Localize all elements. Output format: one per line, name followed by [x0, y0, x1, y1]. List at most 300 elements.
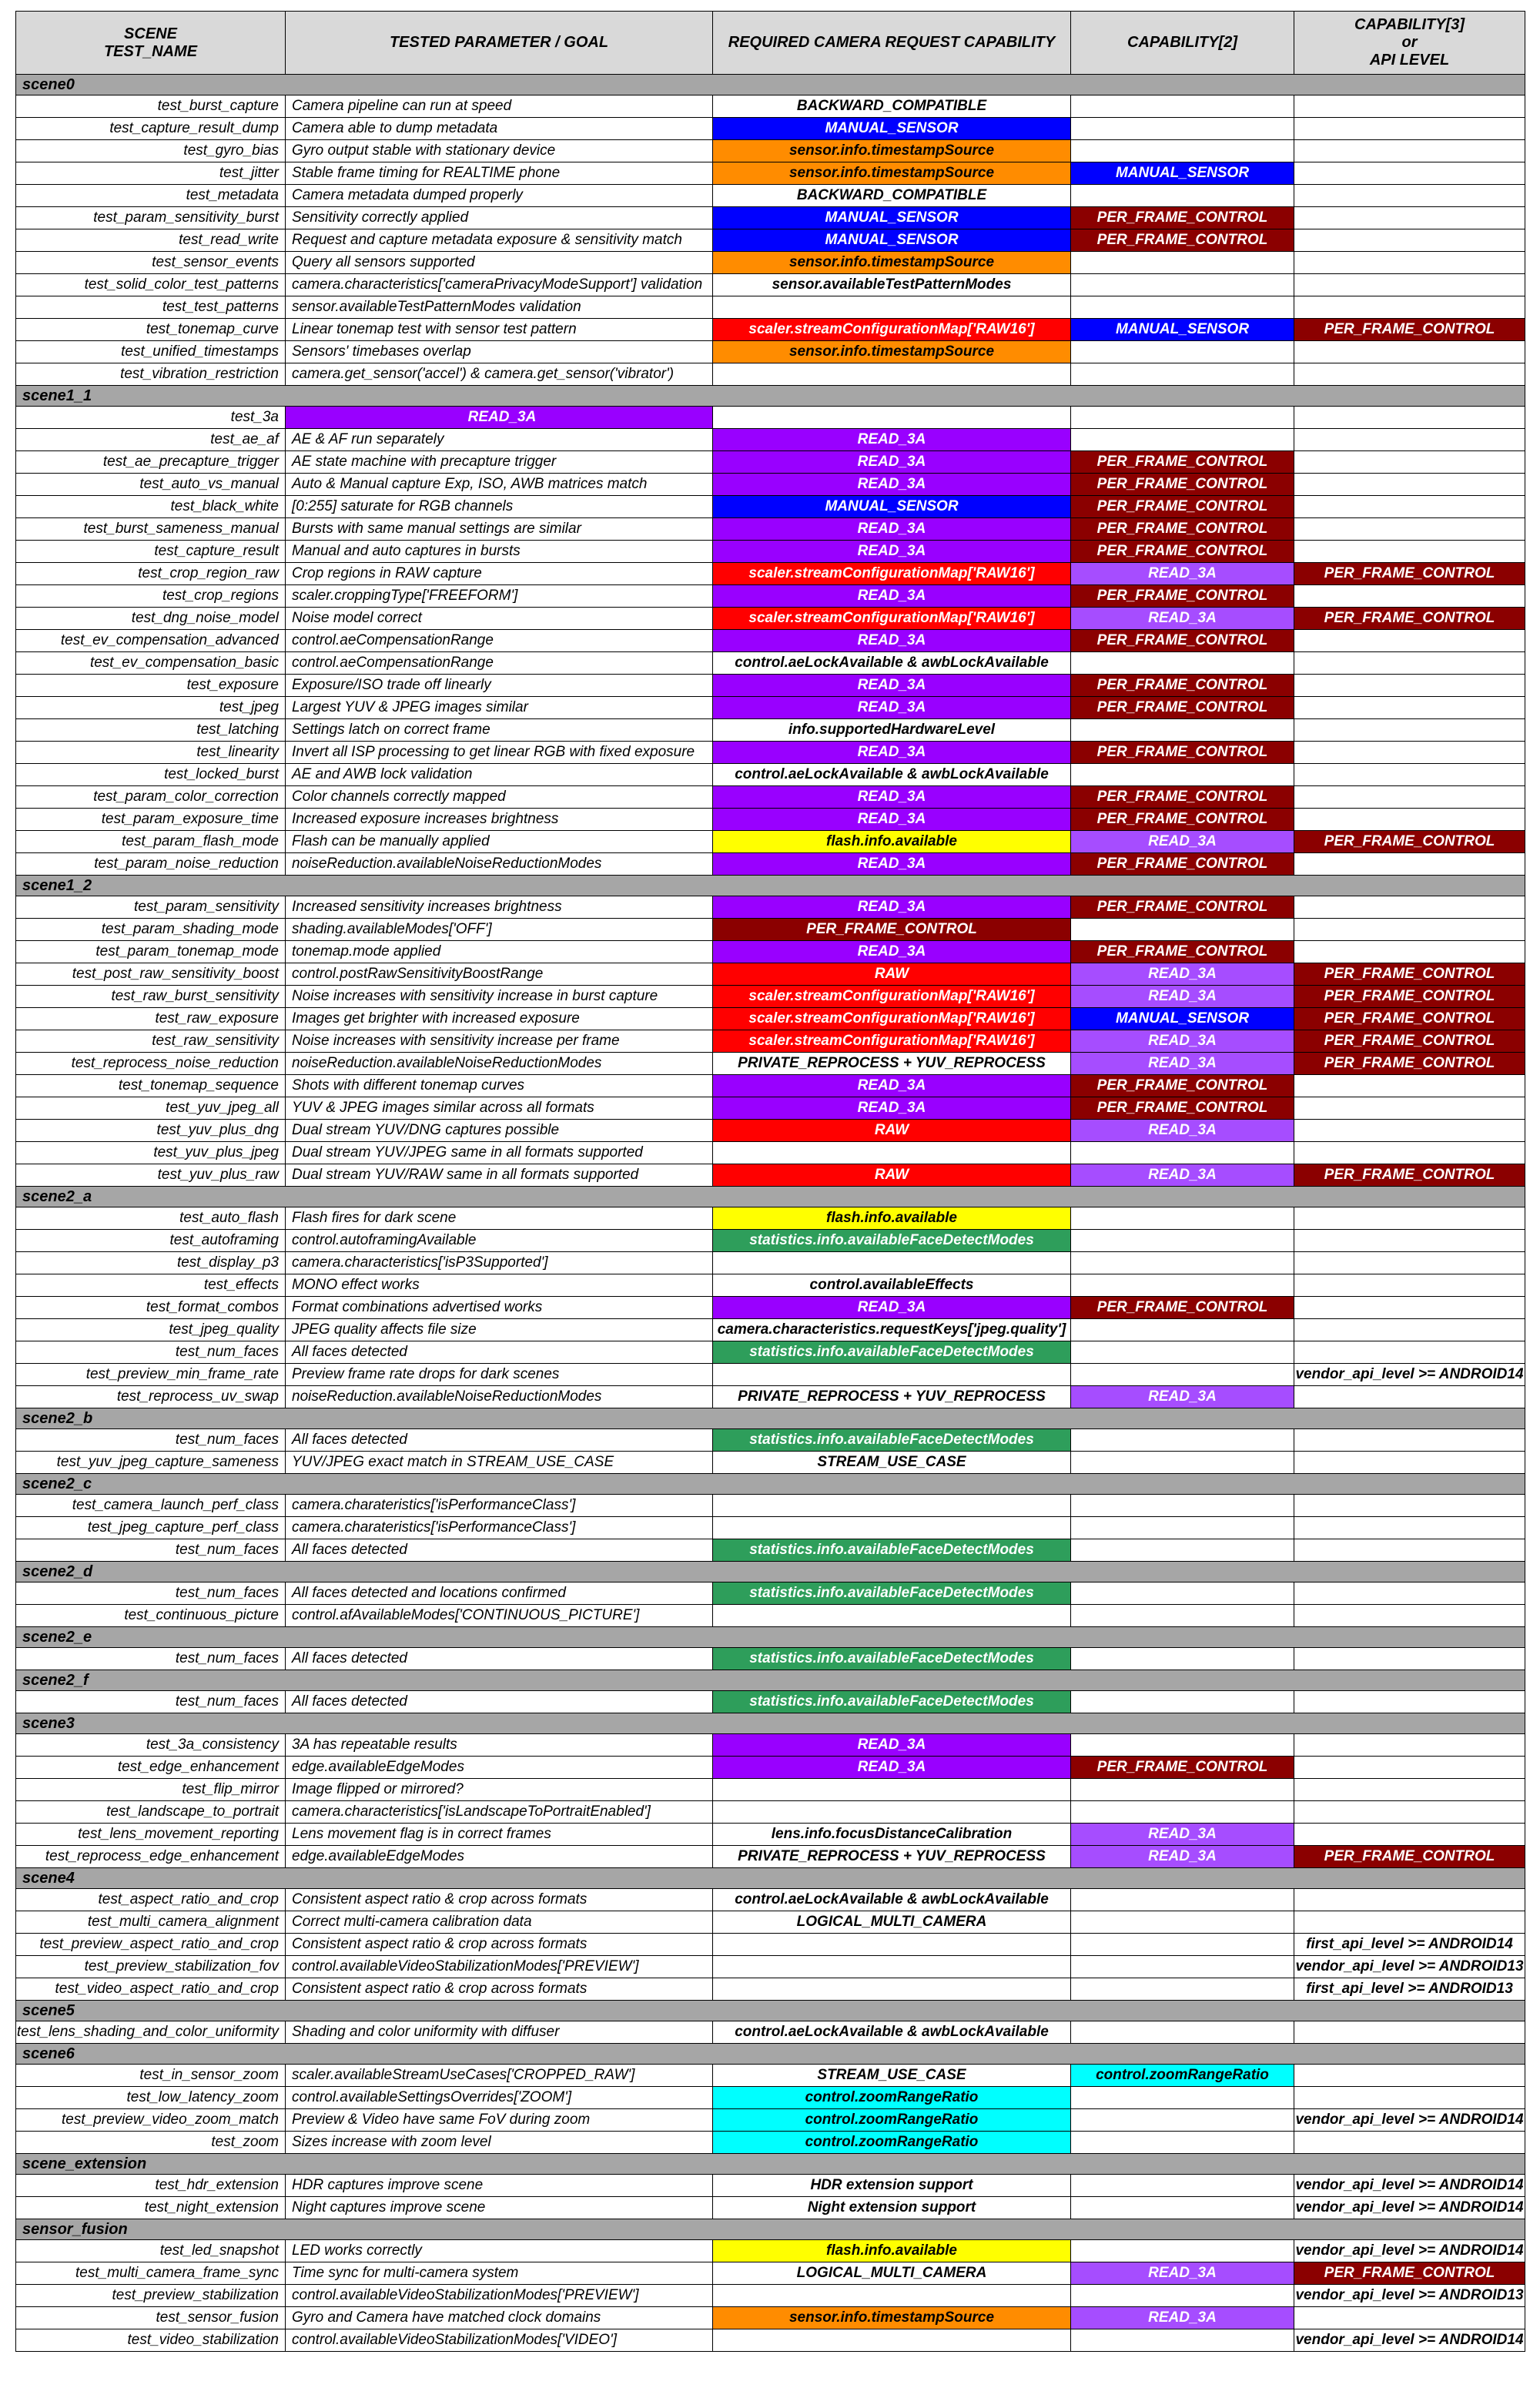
scene-group-label: scene5 [16, 2001, 1525, 2021]
required-capability-cell: scaler.streamConfigurationMap['RAW16'] [713, 1030, 1071, 1053]
capability2-cell [1071, 1142, 1294, 1164]
table-row [16, 2240, 1525, 2262]
table-row [16, 1517, 1525, 1539]
required-capability-cell: BACKWARD_COMPATIBLE [713, 185, 1071, 207]
capability3-cell [1294, 118, 1525, 140]
capability2-cell: READ_3A [1071, 1846, 1294, 1868]
required-capability-cell: scaler.streamConfigurationMap['RAW16'] [713, 608, 1071, 630]
test-name-cell: test_tonemap_sequence [16, 1075, 286, 1097]
tested-parameter-cell: All faces detected and locations confirmed [286, 1582, 713, 1605]
required-capability-cell: control.aeLockAvailable & awbLockAvailable [713, 652, 1071, 675]
test-name-cell: test_landscape_to_portrait [16, 1801, 286, 1824]
required-capability-cell [713, 1517, 1071, 1539]
required-capability-cell: READ_3A [713, 630, 1071, 652]
capability3-cell [1294, 1142, 1525, 1164]
capability3-cell [1294, 2065, 1525, 2087]
required-capability-cell: statistics.info.availableFaceDetectModes [713, 1230, 1071, 1252]
table-row [16, 319, 1525, 341]
tested-parameter-cell: Gyro output stable with stationary device [286, 140, 713, 162]
capability3-cell [1294, 252, 1525, 274]
table-row [16, 518, 1525, 541]
tested-parameter-cell: control.aeCompensationRange [286, 630, 713, 652]
tested-parameter-cell: Camera able to dump metadata [286, 118, 713, 140]
table-row [16, 919, 1525, 941]
capability2-cell [1071, 140, 1294, 162]
tested-parameter-cell: JPEG quality affects file size [286, 1319, 713, 1341]
test-name-cell: test_num_faces [16, 1648, 286, 1670]
tested-parameter-cell: Sizes increase with zoom level [286, 2132, 713, 2154]
tested-parameter-cell: Night captures improve scene [286, 2197, 713, 2219]
test-name-cell: test_autoframing [16, 1230, 286, 1252]
tested-parameter-cell: Color channels correctly mapped [286, 786, 713, 809]
tested-parameter-cell: YUV/JPEG exact match in STREAM_USE_CASE [286, 1452, 713, 1474]
scene-group-label: scene2_e [16, 1627, 1525, 1648]
scene-group-header-row [16, 1670, 1525, 1691]
required-capability-cell: STREAM_USE_CASE [713, 1452, 1071, 1474]
tested-parameter-cell: All faces detected [286, 1341, 713, 1364]
scene-group-label: scene2_f [16, 1670, 1525, 1691]
test-name-cell: test_reprocess_uv_swap [16, 1386, 286, 1408]
capability2-cell: PER_FRAME_CONTROL [1071, 786, 1294, 809]
table-row [16, 1582, 1525, 1605]
tested-parameter-cell: Largest YUV & JPEG images similar [286, 697, 713, 719]
test-name-cell: test_multi_camera_frame_sync [16, 2262, 286, 2285]
capability2-cell [1071, 274, 1294, 296]
capability2-cell [1071, 1319, 1294, 1341]
table-row [16, 630, 1525, 652]
required-capability-cell: scaler.streamConfigurationMap['RAW16'] [713, 319, 1071, 341]
required-capability-cell: flash.info.available [713, 831, 1071, 853]
required-capability-cell: RAW [713, 1164, 1071, 1187]
capability3-cell [1294, 2307, 1525, 2329]
test-name-cell: test_jpeg [16, 697, 286, 719]
tested-parameter-cell: Request and capture metadata exposure & sensitivity match [286, 229, 713, 252]
test-name-cell: test_raw_sensitivity [16, 1030, 286, 1053]
tested-parameter-cell: tonemap.mode applied [286, 941, 713, 963]
tested-parameter-cell: Noise increases with sensitivity increase in burst capture [286, 986, 713, 1008]
required-capability-cell: READ_3A [713, 451, 1071, 474]
capability2-cell [1071, 1207, 1294, 1230]
tested-parameter-cell: Sensors' timebases overlap [286, 341, 713, 363]
table-row [16, 1495, 1525, 1517]
tested-parameter-cell: edge.availableEdgeModes [286, 1846, 713, 1868]
column-header-capability-2: CAPABILITY[2] [1071, 12, 1294, 75]
table-row [16, 941, 1525, 963]
capability2-cell [1071, 1911, 1294, 1934]
required-capability-cell: MANUAL_SENSOR [713, 118, 1071, 140]
required-capability-cell: sensor.availableTestPatternModes [713, 274, 1071, 296]
table-row [16, 2262, 1525, 2285]
tested-parameter-cell: Dual stream YUV/JPEG same in all formats supported [286, 1142, 713, 1164]
table-row [16, 1207, 1525, 1230]
table-row [16, 1164, 1525, 1187]
capability3-cell: vendor_api_level >= ANDROID14 [1294, 1364, 1525, 1386]
required-capability-cell: statistics.info.availableFaceDetectModes [713, 1341, 1071, 1364]
capability3-cell [1294, 162, 1525, 185]
test-name-cell: test_num_faces [16, 1341, 286, 1364]
tested-parameter-cell: Image flipped or mirrored? [286, 1779, 713, 1801]
test-name-cell: test_in_sensor_zoom [16, 2065, 286, 2087]
scene-group-header-row [16, 1627, 1525, 1648]
required-capability-cell: control.aeLockAvailable & awbLockAvailable [713, 2021, 1071, 2044]
capability2-cell [1071, 1495, 1294, 1517]
test-name-cell: test_jpeg_capture_perf_class [16, 1517, 286, 1539]
capability3-cell [1294, 140, 1525, 162]
required-capability-cell: sensor.info.timestampSource [713, 140, 1071, 162]
capability3-cell: PER_FRAME_CONTROL [1294, 1053, 1525, 1075]
table-row [16, 2132, 1525, 2154]
scene-group-label: scene0 [16, 75, 1525, 95]
test-name-cell: test_capture_result [16, 541, 286, 563]
tested-parameter-cell: Sensitivity correctly applied [286, 207, 713, 229]
tested-parameter-cell: Lens movement flag is in correct frames [286, 1824, 713, 1846]
table-row [16, 675, 1525, 697]
capability3-cell [1294, 941, 1525, 963]
capability3-cell [1294, 429, 1525, 451]
required-capability-cell: READ_3A [713, 742, 1071, 764]
test-name-cell: test_unified_timestamps [16, 341, 286, 363]
capability3-cell [1294, 341, 1525, 363]
tested-parameter-cell: camera.characteristics['cameraPrivacyModeSupport'] validation [286, 274, 713, 296]
table-row [16, 207, 1525, 229]
capability2-cell: PER_FRAME_CONTROL [1071, 941, 1294, 963]
tested-parameter-cell: READ_3A [286, 407, 713, 429]
column-header-capability3-line3: API LEVEL [1369, 52, 1450, 69]
capability3-cell: PER_FRAME_CONTROL [1294, 563, 1525, 585]
test-name-cell: test_aspect_ratio_and_crop [16, 1889, 286, 1911]
table-row [16, 252, 1525, 274]
required-capability-cell: control.zoomRangeRatio [713, 2087, 1071, 2109]
required-capability-cell [713, 1801, 1071, 1824]
scene-group-label: scene2_a [16, 1187, 1525, 1207]
table-row [16, 1297, 1525, 1319]
required-capability-cell: statistics.info.availableFaceDetectModes [713, 1429, 1071, 1452]
table-row [16, 1030, 1525, 1053]
test-name-cell: test_auto_vs_manual [16, 474, 286, 496]
test-name-cell: test_param_noise_reduction [16, 853, 286, 876]
capability2-cell [1071, 341, 1294, 363]
tested-parameter-cell: LED works correctly [286, 2240, 713, 2262]
capability3-cell [1294, 896, 1525, 919]
capability2-cell: PER_FRAME_CONTROL [1071, 742, 1294, 764]
capability2-cell [1071, 1230, 1294, 1252]
tested-parameter-cell: Increased exposure increases brightness [286, 809, 713, 831]
test-name-cell: test_lens_shading_and_color_uniformity [16, 2021, 286, 2044]
scene-group-header-row [16, 1474, 1525, 1495]
required-capability-cell: MANUAL_SENSOR [713, 207, 1071, 229]
test-name-cell: test_burst_capture [16, 95, 286, 118]
table-header-row [16, 12, 1525, 75]
table-row [16, 1097, 1525, 1120]
capability3-cell [1294, 274, 1525, 296]
capability3-cell: first_api_level >= ANDROID13 [1294, 1978, 1525, 2001]
test-name-cell: test_low_latency_zoom [16, 2087, 286, 2109]
test-name-cell: test_night_extension [16, 2197, 286, 2219]
test-name-cell: test_yuv_plus_raw [16, 1164, 286, 1187]
test-name-cell: test_capture_result_dump [16, 118, 286, 140]
capability3-cell [1294, 1648, 1525, 1670]
test-name-cell: test_yuv_jpeg_all [16, 1097, 286, 1120]
test-name-cell: test_preview_aspect_ratio_and_crop [16, 1934, 286, 1956]
required-capability-cell [713, 1252, 1071, 1274]
capability2-cell: PER_FRAME_CONTROL [1071, 697, 1294, 719]
required-capability-cell: MANUAL_SENSOR [713, 496, 1071, 518]
required-capability-cell: statistics.info.availableFaceDetectModes [713, 1539, 1071, 1562]
tested-parameter-cell: scaler.croppingType['FREEFORM'] [286, 585, 713, 608]
table-row [16, 896, 1525, 919]
capability2-cell [1071, 2197, 1294, 2219]
table-row [16, 809, 1525, 831]
required-capability-cell [713, 2285, 1071, 2307]
tested-parameter-cell: camera.characteristics['isLandscapeToPortraitEnabled'] [286, 1801, 713, 1824]
capability2-cell: READ_3A [1071, 2307, 1294, 2329]
table-row [16, 429, 1525, 451]
table-row [16, 1691, 1525, 1713]
table-row [16, 831, 1525, 853]
table-row [16, 1452, 1525, 1474]
scene-group-header-row [16, 386, 1525, 407]
required-capability-cell: READ_3A [713, 474, 1071, 496]
test-name-cell: test_raw_burst_sensitivity [16, 986, 286, 1008]
capability3-cell [1294, 2087, 1525, 2109]
test-name-cell: test_lens_movement_reporting [16, 1824, 286, 1846]
table-row [16, 1142, 1525, 1164]
tested-parameter-cell: Stable frame timing for REALTIME phone [286, 162, 713, 185]
tested-parameter-cell: Linear tonemap test with sensor test pattern [286, 319, 713, 341]
required-capability-cell [713, 296, 1071, 319]
tested-parameter-cell: camera.charateristics['isPerformanceClass'] [286, 1517, 713, 1539]
capability3-cell [1294, 296, 1525, 319]
capability3-cell: PER_FRAME_CONTROL [1294, 319, 1525, 341]
tested-parameter-cell: noiseReduction.availableNoiseReductionModes [286, 1386, 713, 1408]
test-name-cell: test_param_exposure_time [16, 809, 286, 831]
test-matrix-table [15, 11, 1525, 2352]
test-name-cell: test_yuv_plus_jpeg [16, 1142, 286, 1164]
table-row [16, 118, 1525, 140]
table-row [16, 2197, 1525, 2219]
tested-parameter-cell: Format combinations advertised works [286, 1297, 713, 1319]
capability2-cell: READ_3A [1071, 608, 1294, 630]
test-name-cell: test_dng_noise_model [16, 608, 286, 630]
capability3-cell [1294, 95, 1525, 118]
table-row [16, 451, 1525, 474]
required-capability-cell: LOGICAL_MULTI_CAMERA [713, 1911, 1071, 1934]
capability2-cell [1071, 719, 1294, 742]
test-name-cell: test_preview_min_frame_rate [16, 1364, 286, 1386]
required-capability-cell: sensor.info.timestampSource [713, 162, 1071, 185]
tested-parameter-cell: control.availableSettingsOverrides['ZOOM'] [286, 2087, 713, 2109]
table-row [16, 608, 1525, 630]
tested-parameter-cell: Increased sensitivity increases brightness [286, 896, 713, 919]
tested-parameter-cell: control.availableVideoStabilizationModes['VIDEO'] [286, 2329, 713, 2352]
capability2-cell [1071, 2240, 1294, 2262]
capability2-cell [1071, 252, 1294, 274]
required-capability-cell [713, 1605, 1071, 1627]
column-header-capability-3 [1294, 12, 1525, 75]
test-name-cell: test_linearity [16, 742, 286, 764]
table-row [16, 407, 1525, 429]
required-capability-cell: PRIVATE_REPROCESS + YUV_REPROCESS [713, 1846, 1071, 1868]
table-row [16, 585, 1525, 608]
required-capability-cell: lens.info.focusDistanceCalibration [713, 1824, 1071, 1846]
test-name-cell: test_ev_compensation_basic [16, 652, 286, 675]
test-name-cell: test_reprocess_noise_reduction [16, 1053, 286, 1075]
table-row [16, 363, 1525, 386]
required-capability-cell: HDR extension support [713, 2175, 1071, 2197]
capability3-cell [1294, 1517, 1525, 1539]
tested-parameter-cell: Consistent aspect ratio & crop across formats [286, 1934, 713, 1956]
tested-parameter-cell: Shots with different tonemap curves [286, 1075, 713, 1097]
tested-parameter-cell: Consistent aspect ratio & crop across formats [286, 1889, 713, 1911]
capability2-cell: PER_FRAME_CONTROL [1071, 675, 1294, 697]
table-row [16, 1934, 1525, 1956]
scene-group-header-row [16, 75, 1525, 95]
required-capability-cell: camera.characteristics.requestKeys['jpeg.quality'] [713, 1319, 1071, 1341]
capability3-cell [1294, 2132, 1525, 2154]
capability2-cell [1071, 1605, 1294, 1627]
scene-group-label: scene4 [16, 1868, 1525, 1889]
required-capability-cell: sensor.info.timestampSource [713, 252, 1071, 274]
table-row [16, 1386, 1525, 1408]
capability2-cell: PER_FRAME_CONTROL [1071, 853, 1294, 876]
capability2-cell: control.zoomRangeRatio [1071, 2065, 1294, 2087]
capability3-cell: PER_FRAME_CONTROL [1294, 1846, 1525, 1868]
table-row [16, 474, 1525, 496]
table-row [16, 1734, 1525, 1757]
capability2-cell: PER_FRAME_CONTROL [1071, 1097, 1294, 1120]
capability3-cell [1294, 1075, 1525, 1097]
required-capability-cell: scaler.streamConfigurationMap['RAW16'] [713, 1008, 1071, 1030]
capability3-cell [1294, 1757, 1525, 1779]
capability2-cell: READ_3A [1071, 1824, 1294, 1846]
scene-group-header-row [16, 2044, 1525, 2065]
table-row [16, 986, 1525, 1008]
test-name-cell: test_ev_compensation_advanced [16, 630, 286, 652]
required-capability-cell: READ_3A [713, 585, 1071, 608]
tested-parameter-cell: scaler.availableStreamUseCases['CROPPED_RAW'] [286, 2065, 713, 2087]
capability3-cell [1294, 1779, 1525, 1801]
scene-group-header-row [16, 2001, 1525, 2021]
capability3-cell [1294, 1120, 1525, 1142]
tested-parameter-cell: [0:255] saturate for RGB channels [286, 496, 713, 518]
capability3-cell: vendor_api_level >= ANDROID14 [1294, 2109, 1525, 2132]
tested-parameter-cell: All faces detected [286, 1648, 713, 1670]
capability3-cell [1294, 1911, 1525, 1934]
capability2-cell [1071, 1452, 1294, 1474]
capability3-cell: PER_FRAME_CONTROL [1294, 1008, 1525, 1030]
test-name-cell: test_param_sensitivity [16, 896, 286, 919]
test-name-cell: test_led_snapshot [16, 2240, 286, 2262]
capability2-cell: READ_3A [1071, 563, 1294, 585]
column-header-tested-parameter: TESTED PARAMETER / GOAL [286, 12, 713, 75]
test-name-cell: test_jpeg_quality [16, 1319, 286, 1341]
table-row [16, 652, 1525, 675]
tested-parameter-cell: noiseReduction.availableNoiseReductionModes [286, 1053, 713, 1075]
required-capability-cell: control.aeLockAvailable & awbLockAvailable [713, 764, 1071, 786]
tested-parameter-cell: Gyro and Camera have matched clock domains [286, 2307, 713, 2329]
table-row [16, 719, 1525, 742]
table-body [16, 75, 1525, 2352]
tested-parameter-cell: camera.characteristics['isP3Supported'] [286, 1252, 713, 1274]
table-row [16, 1648, 1525, 1670]
table-row [16, 1978, 1525, 2001]
table-row [16, 2109, 1525, 2132]
capability2-cell: PER_FRAME_CONTROL [1071, 229, 1294, 252]
capability2-cell: READ_3A [1071, 2262, 1294, 2285]
tested-parameter-cell: Manual and auto captures in bursts [286, 541, 713, 563]
test-name-cell: test_yuv_plus_dng [16, 1120, 286, 1142]
tested-parameter-cell: control.availableVideoStabilizationModes['PREVIEW'] [286, 2285, 713, 2307]
required-capability-cell: Night extension support [713, 2197, 1071, 2219]
required-capability-cell: READ_3A [713, 429, 1071, 451]
capability3-cell: vendor_api_level >= ANDROID14 [1294, 2240, 1525, 2262]
tested-parameter-cell: control.autoframingAvailable [286, 1230, 713, 1252]
table-row [16, 2307, 1525, 2329]
scene-group-header-row [16, 2219, 1525, 2240]
table-row [16, 2065, 1525, 2087]
test-name-cell: test_param_shading_mode [16, 919, 286, 941]
column-header-capability3-line1: CAPABILITY[3] [1354, 16, 1465, 33]
table-row [16, 1053, 1525, 1075]
scene-group-label: scene2_d [16, 1562, 1525, 1582]
required-capability-cell: RAW [713, 963, 1071, 986]
test-name-cell: test_num_faces [16, 1539, 286, 1562]
capability2-cell [1071, 95, 1294, 118]
capability3-cell [1294, 1824, 1525, 1846]
capability2-cell [1071, 1779, 1294, 1801]
test-name-cell: test_preview_video_zoom_match [16, 2109, 286, 2132]
capability3-cell [1294, 1801, 1525, 1824]
required-capability-cell: READ_3A [713, 675, 1071, 697]
required-capability-cell [713, 363, 1071, 386]
capability3-cell [1294, 1297, 1525, 1319]
table-row [16, 185, 1525, 207]
required-capability-cell [713, 1779, 1071, 1801]
table-row [16, 963, 1525, 986]
required-capability-cell: STREAM_USE_CASE [713, 2065, 1071, 2087]
table-row [16, 229, 1525, 252]
table-row [16, 1539, 1525, 1562]
capability2-cell: PER_FRAME_CONTROL [1071, 541, 1294, 563]
table-row [16, 1779, 1525, 1801]
test-name-cell: test_tonemap_curve [16, 319, 286, 341]
capability3-cell [1294, 1889, 1525, 1911]
capability2-cell [1071, 1734, 1294, 1757]
capability3-cell [1294, 207, 1525, 229]
test-name-cell: test_preview_stabilization [16, 2285, 286, 2307]
column-header-testname-line2: TEST_NAME [103, 42, 198, 60]
table-row [16, 296, 1525, 319]
capability2-cell: READ_3A [1071, 1030, 1294, 1053]
capability3-cell [1294, 1386, 1525, 1408]
capability2-cell [1071, 1956, 1294, 1978]
table-row [16, 1075, 1525, 1097]
capability2-cell [1071, 652, 1294, 675]
capability2-cell: PER_FRAME_CONTROL [1071, 585, 1294, 608]
test-name-cell: test_format_combos [16, 1297, 286, 1319]
table-row [16, 274, 1525, 296]
table-row [16, 1008, 1525, 1030]
capability2-cell [1071, 296, 1294, 319]
column-header-capability3-line2: or [1401, 34, 1418, 51]
table-row [16, 162, 1525, 185]
capability3-cell [1294, 1429, 1525, 1452]
capability3-cell [1294, 1252, 1525, 1274]
test-name-cell: test_raw_exposure [16, 1008, 286, 1030]
test-name-cell: test_hdr_extension [16, 2175, 286, 2197]
table-row [16, 1341, 1525, 1364]
test-name-cell: test_continuous_picture [16, 1605, 286, 1627]
